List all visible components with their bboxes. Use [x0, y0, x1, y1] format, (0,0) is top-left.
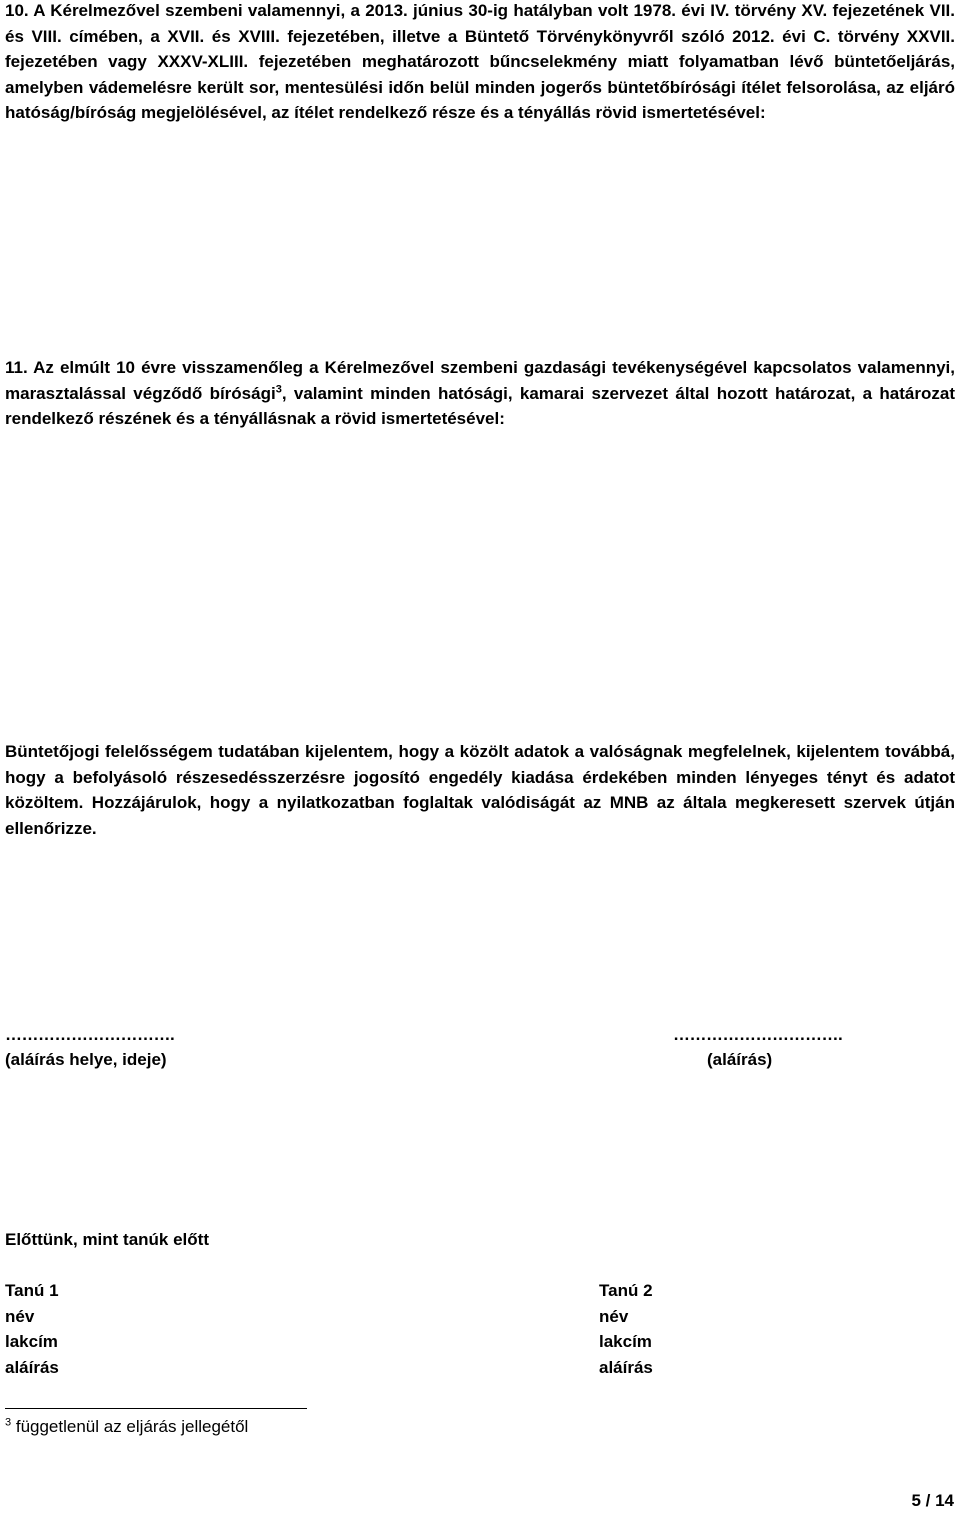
witness-1-title: Tanú 1: [5, 1281, 59, 1300]
witness-2-signature: aláírás: [599, 1357, 653, 1377]
footnote: [5, 1414, 248, 1439]
section-11-paragraph: [5, 355, 955, 432]
section-10-paragraph: [5, 0, 955, 126]
section-10-text-part2: fejezetében meghatározott bűncselekmény miatt folyamatban lévő büntetőeljárás, amelyben vádemelésre került sor, mentesülési időn belül minden jogerős büntetőbírósági ítélet felsorolása, az eljáró hatóság/bíróság megjelölésével, az ítélet rendelkező része és a tényállás rövid ismertetésével:: [5, 52, 955, 122]
section-11-text-part1: 11. Az elmúlt 10 évre visszamenőleg a Kérelmezővel szembeni gazdasági tevékenységével kapcsolatos valamennyi, marasztalással végződő bírósági: [5, 358, 955, 403]
footnote-text: függetlenül az eljárás jellegétől: [11, 1417, 249, 1436]
witness-1-name: név: [5, 1306, 35, 1326]
footnote-divider: [5, 1408, 307, 1409]
signature-line: ………………………….: [673, 1025, 843, 1044]
witness-1-address: lakcím: [5, 1332, 58, 1351]
witness-1-block: [5, 1278, 59, 1380]
signature-place-date-label: (aláírás helye, ideje): [5, 1050, 167, 1069]
witness-heading: Előttünk, mint tanúk előtt: [5, 1230, 209, 1249]
declaration-paragraph: Büntetőjogi felelősségem tudatában kijelentem, hogy a közölt adatok a valóságnak megfelelnek, kijelentem továbbá, hogy a befolyásoló részesedésszerzésre jogosító engedély kiadása érdekében minden lényeges tényt és adatot közöltem. Hozzájárulok, hogy a nyilatkozatban foglaltak valódiságát az MNB az általa megkeresett szervek útján ellenőrizze.: [5, 742, 955, 838]
section-10-text-part1: 10. A Kérelmezővel szembeni valamennyi, a 2013. június 30-ig hatályban volt 1978. évi IV. törvény XV. fejezetének VII. és VIII. címében, a XVII. és XVIII. fejezetében, illetve a Büntető Törvénykönyvről szóló 2012. évi C. törvény XXVII. fejezetében vagy XXXV-XLIII.: [5, 1, 955, 71]
witness-1-signature: aláírás: [5, 1357, 59, 1377]
signature-label: (aláírás): [707, 1050, 773, 1069]
footnote-reference: 3: [275, 382, 282, 395]
witness-2-block: [599, 1278, 653, 1380]
signature-place-date-line: ………………………….: [5, 1025, 175, 1044]
witness-2-address: lakcím: [599, 1332, 652, 1351]
page-number: 5 / 14: [911, 1491, 954, 1510]
section-11-text-part2: , valamint minden hatósági, kamarai szervezet által hozott határozat, a határozat rendelkező részének és a tényállásnak a rövid ismertetésével:: [5, 383, 955, 428]
witness-2-title: Tanú 2: [599, 1281, 653, 1300]
witness-2-name: név: [599, 1306, 629, 1326]
footnote-number: 3: [5, 1416, 12, 1429]
